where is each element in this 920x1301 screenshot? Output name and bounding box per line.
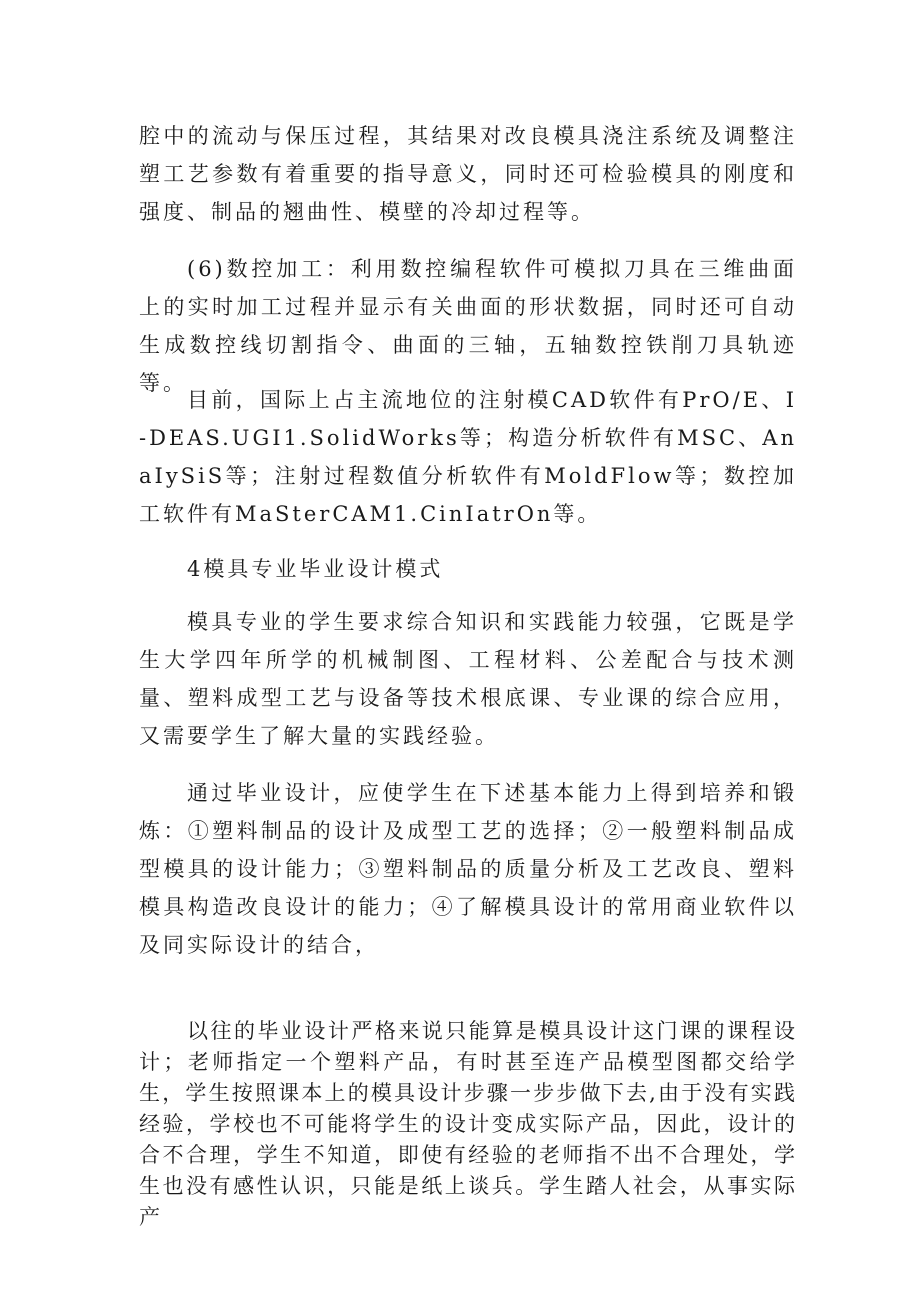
section-heading-graduation-design-mode: 4模具专业毕业设计模式 [187, 557, 444, 581]
paragraph-flow-analysis-continued: 腔中的流动与保压过程，其结果对改良模具浇注系统及调整注塑工艺参数有着重要的指导意义，同时还可检验模具的刚度和强度、制品的翘曲性、模壁的冷却过程等。 [139, 124, 797, 224]
paragraph-student-requirements: 模具专业的学生要求综合知识和实践能力较强，它既是学生大学四年所学的机械制图、工程材料、公差配合与技术测量、塑料成型工艺与设备等技术根底课、专业课的综合应用，又需要学生了解大量的实践经验。 [139, 610, 797, 748]
paragraph-cad-software: 目前，国际上占主流地位的注射模CAD软件有PrO/E、I-DEAS.UGI1.SolidWorks等；构造分析软件有MSC、AnaIySiS等；注射过程数值分析软件有MoldFlow等；数控加工软件有MaSterCAM1.CinIatrOn等。 [139, 388, 797, 526]
paragraph-previous-design: 以往的毕业设计严格来说只能算是模具设计这门课的课程设计；老师指定一个塑料产品，有时甚至连产品模型图都交给学生，学生按照课本上的模具设计步骤一步步做下去,由于没有实践经验，学校也不可能将学生的设计变成实际产品，因此，设计的合不合理，学生不知道，即使有经验的老师指不出不合理处，学生也没有感性认识，只能是纸上谈兵。学生踏人社会，从事实际产 [139, 1019, 797, 1229]
paragraph-design-abilities: 通过毕业设计，应使学生在下述基本能力上得到培养和锻炼：①塑料制品的设计及成型工艺的选择；②一般塑料制品成型模具的设计能力；③塑料制品的质量分析及工艺改良、塑料模具构造改良设计的能力；④了解模具设计的常用商业软件以及同实际设计的结合， [139, 781, 797, 957]
paragraph-cnc-machining: (6)数控加工：利用数控编程软件可模拟刀具在三维曲面上的实时加工过程并显示有关曲面的形状数据，同时还可自动生成数控线切割指令、曲面的三轴，五轴数控铁削刀具轨迹等。 [139, 257, 797, 395]
